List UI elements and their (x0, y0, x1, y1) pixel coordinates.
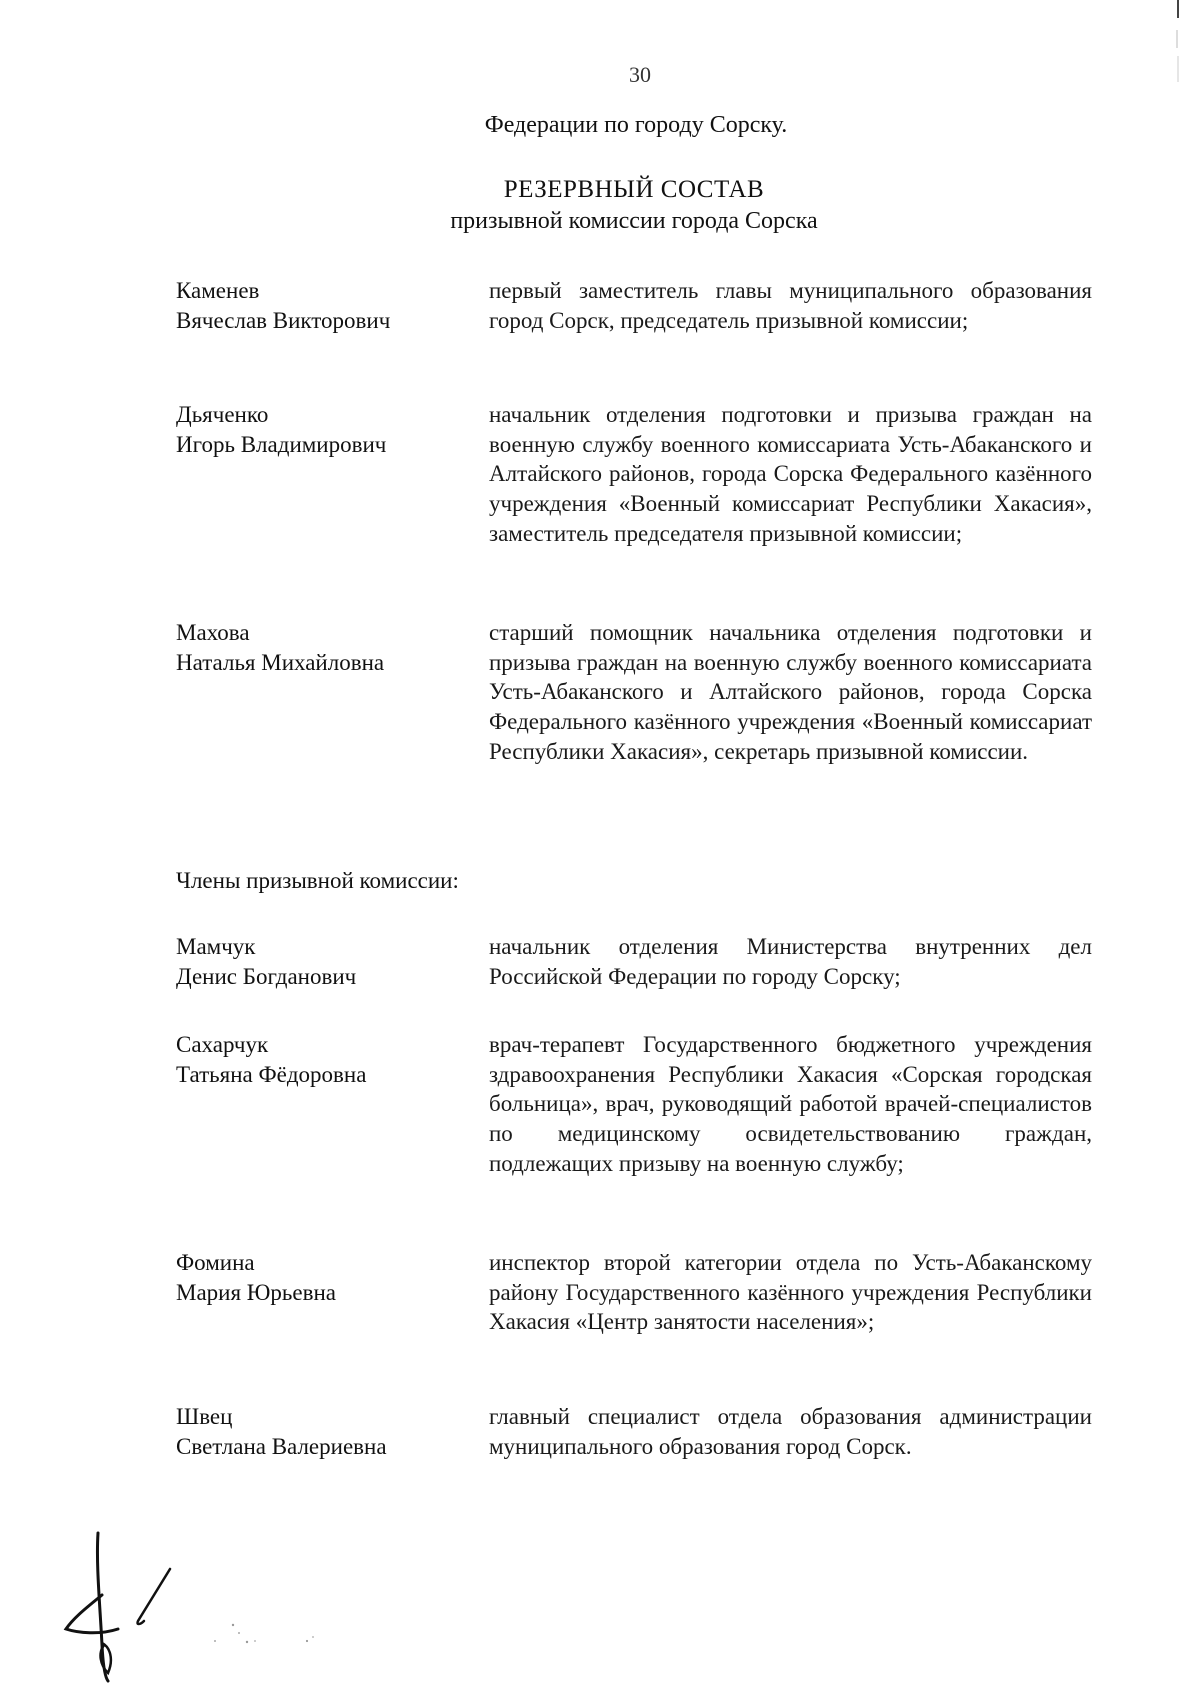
person-name (176, 1402, 476, 1462)
person-name (176, 400, 476, 460)
person-surname: Фомина (176, 1250, 255, 1275)
section-title: РЕЗЕРВНЫЙ СОСТАВ (503, 176, 765, 203)
person-name (176, 1248, 476, 1308)
person-given-name: Мария Юрьевна (176, 1280, 337, 1305)
section-subtitle: призывной комиссии города Сорска (450, 208, 818, 234)
scan-edge-marks (1172, 0, 1184, 100)
person-given-name: Вячеслав Викторович (176, 308, 391, 333)
person-given-name: Татьяна Фёдоровна (176, 1062, 367, 1087)
person-surname: Мамчук (176, 934, 256, 959)
person-given-name: Игорь Владимирович (176, 432, 387, 457)
person-surname: Дьяченко (176, 402, 269, 427)
person-role: первый заместитель главы муниципального образования город Сорск, председатель призывной комиссии; (489, 278, 1092, 333)
person-role: инспектор второй категории отдела по Усть-Абаканскому району Государственного казённого учреждения Республики Хакасия «Центр занятости населения»; (489, 1250, 1092, 1335)
handwritten-signature (60, 1525, 200, 1685)
person-surname: Махова (176, 620, 250, 645)
person-given-name: Наталья Михайловна (176, 650, 385, 675)
person-role: главный специалист отдела образования администрации муниципального образования город Сорск. (489, 1404, 1092, 1459)
person-role: старший помощник начальника отделения подготовки и призыва граждан на военную службу военного комиссариата Усть-Абаканского и Алтайского районов, города Сорска Федерального казённого учреждения «Военный комиссариат Республики Хакасия», секретарь призывной комиссии. (489, 620, 1092, 764)
person-name (176, 932, 476, 992)
person-name (176, 1030, 476, 1090)
person-surname: Швец (176, 1404, 233, 1429)
person-role: начальник отделения Министерства внутренних дел Российской Федерации по городу Сорску; (489, 934, 1092, 989)
person-given-name: Светлана Валериевна (176, 1434, 387, 1459)
person-given-name: Денис Богданович (176, 964, 357, 989)
person-surname: Каменев (176, 278, 260, 303)
person-role: начальник отделения подготовки и призыва граждан на военную службу военного комиссариата Усть-Абаканского и Алтайского районов, города Сорска Федерального казённого учреждения «Военный комиссариат Республики Хакасия», заместитель председателя призывной комиссии; (489, 402, 1092, 546)
members-heading: Члены призывной комиссии: (176, 868, 459, 893)
person-name (176, 276, 476, 336)
person-surname: Сахарчук (176, 1032, 269, 1057)
person-role: врач-терапевт Государственного бюджетного учреждения здравоохранения Республики Хакасия «Сорская городская больница», врач, руководящий работой врачей-специалистов по медицинскому освидетельствованию граждан, подлежащих призыву на военную службу; (489, 1032, 1092, 1176)
scan-artifacts (195, 1615, 335, 1655)
continuation-line: Федерации по городу Сорску. (484, 112, 788, 138)
person-name (176, 618, 476, 678)
page-number: 30 (629, 62, 651, 87)
